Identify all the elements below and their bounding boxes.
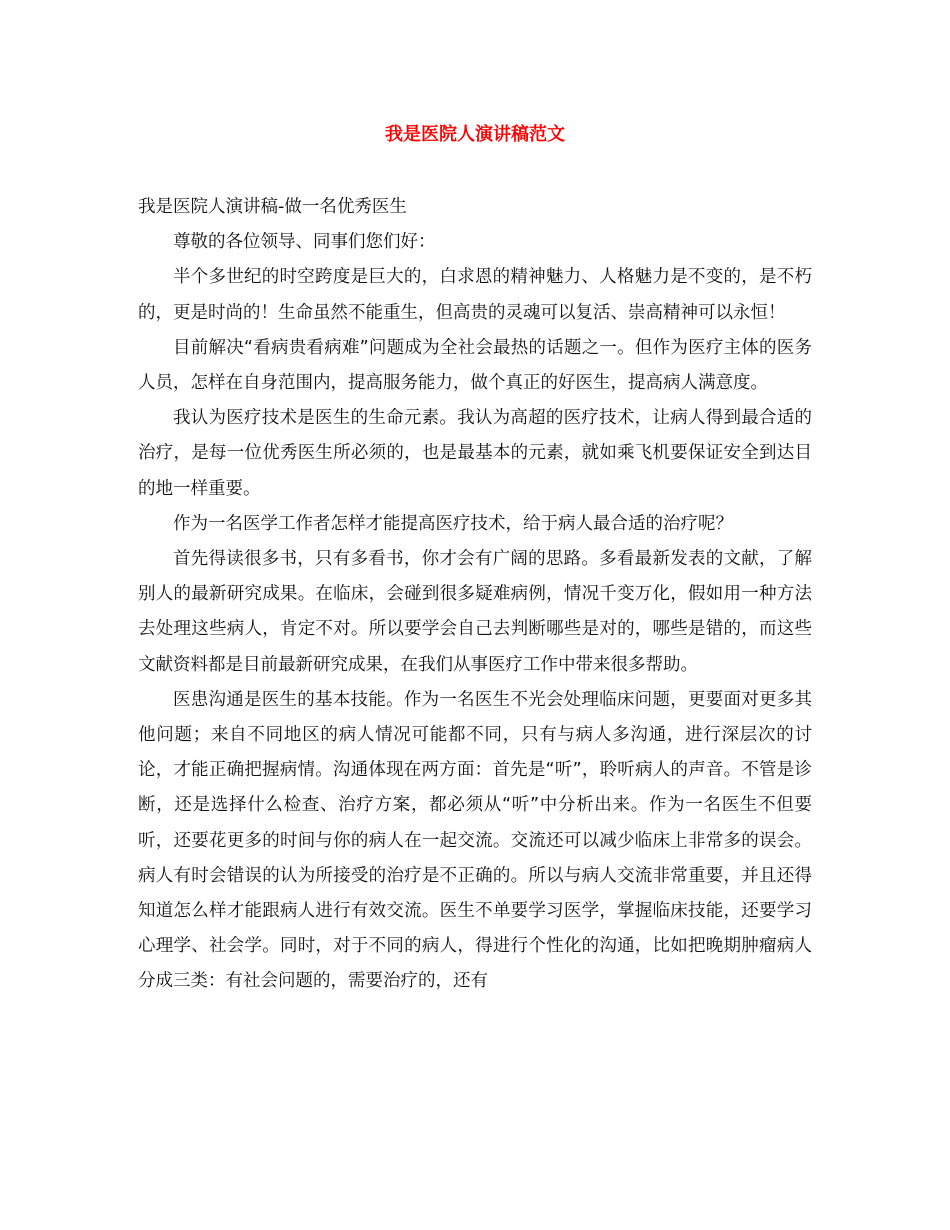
document-body [138, 190, 812, 1000]
body-paragraph: 作为一名医学工作者怎样才能提高医疗技术，给于病人最合适的治疗呢？ [173, 513, 733, 534]
page-title: 我是医院人演讲稿范文 [385, 124, 565, 145]
body-paragraph: 目前解决“看病贵看病难”问题成为全社会最热的话题之一。但作为医疗主体的医务人员，怎样在自身范围内，提高服务能力，做个真正的好医生，提高病人满意度。 [138, 337, 812, 394]
body-paragraph: 首先得读很多书，只有多看书，你才会有广阔的思路。多看最新发表的文献，了解别人的最新研究成果。在临床，会碰到很多疑难病例，情况千变万化，假如用一种方法去处理这些病人，肯定不对。所以要学会自己去判断哪些是对的，哪些是错的，而这些文献资料都是目前最新研究成果，在我们从事医疗工作中带来很多帮助。 [138, 549, 812, 675]
body-paragraph: 半个多世纪的时空跨度是巨大的，白求恩的精神魅力、人格魅力是不变的，是不朽的，更是时尚的！生命虽然不能重生，但高贵的灵魂可以复活、崇高精神可以永恒！ [138, 267, 812, 323]
greeting-paragraph: 尊敬的各位领导、同事们您们好： [173, 232, 436, 253]
document-subtitle: 我是医院人演讲稿-做一名优秀医生 [138, 197, 407, 217]
body-paragraph: 医患沟通是医生的基本技能。作为一名医生不光会处理临床问题，更要面对更多其他问题；来自不同地区的病人情况可能都不同，只有与病人多沟通，进行深层次的讨论，才能正确把握病情。沟通体现在两方面：首先是“听”，聆听病人的声音。不管是诊断，还是选择什么检查、治疗方案，都必须从“听”中分析出来。作为一名医生不但要听，还要花更多的时间与你的病人在一起交流。交流还可以减少临床上非常多的误会。病人有时会错误的认为所接受的治疗是不正确的。所以与病人交流非常重要，并且还得知道怎么样才能跟病人进行有效交流。医生不单要学习医学，掌握临床技能，还要学习心理学、社会学。同时，对于不同的病人，得进行个性化的沟通，比如把晚期肿瘤病人分成三类：有社会问题的，需要治疗的，还有 [138, 689, 812, 992]
body-paragraph: 我认为医疗技术是医生的生命元素。我认为高超的医疗技术，让病人得到最合适的治疗，是每一位优秀医生所必须的，也是最基本的元素，就如乘飞机要保证安全到达目的地一样重要。 [138, 408, 812, 499]
